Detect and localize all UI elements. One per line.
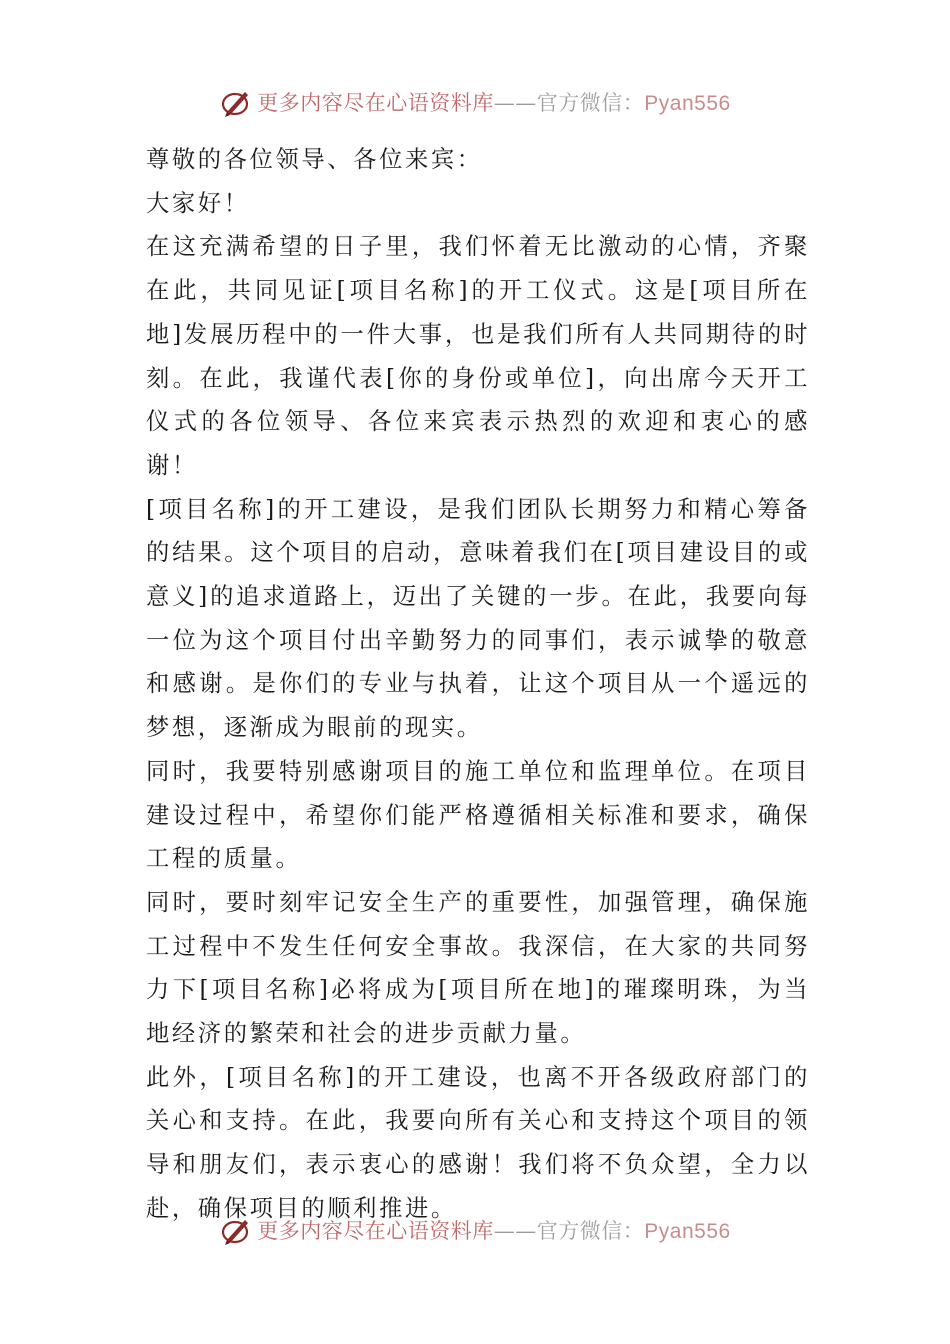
greeting: 大家好！: [146, 189, 250, 217]
paragraph: 同时，要时刻牢记安全生产的重要性，加强管理，确保施工过程中不发生任何安全事故。我深信，在大家的共同努力下[项目名称]必将成为[项目所在地]的璀璨明珠，为当地经济的繁荣和社会的进步贡献力量。: [146, 888, 810, 1048]
paragraph: 在这充满希望的日子里，我们怀着无比激动的心情，齐聚在此，共同见证[项目名称]的开工仪式。这是[项目所在地]发展历程中的一件大事，也是我们所有人共同期待的时刻。在此，我谨代表[你的身份或单位]，向出席今天开工仪式的各位领导、各位来宾表示热烈的欢迎和衷心的感谢！: [146, 233, 810, 479]
watermark-wechat-label: 官方微信：: [536, 91, 645, 115]
paragraph: 同时，我要特别感谢项目的施工单位和监理单位。在项目建设过程中，希望你们能严格遵循相关标准和要求，确保工程的质量。: [146, 757, 810, 873]
watermark-text: [257, 1215, 730, 1245]
paragraph: [项目名称]的开工建设，是我们团队长期努力和精心筹备的结果。这个项目的启动，意味着我们在[项目建设目的或意义]的追求道路上，迈出了关键的一步。在此，我要向每一位为这个项目付出辛勤努力的同事们，表示诚挚的敬意和感谢。是你们的专业与执着，让这个项目从一个遥远的梦想，逐渐成为眼前的现实。: [146, 495, 810, 742]
watermark-text: [257, 87, 730, 117]
paragraph: 此外，[项目名称]的开工建设，也离不开各级政府部门的关心和支持。在此，我要向所有关心和支持这个项目的领导和朋友们，表示衷心的感谢！我们将不负众望，全力以赴，确保项目的顺利推进。: [146, 1063, 810, 1222]
footer-watermark: [0, 1210, 950, 1250]
watermark-brand: 更多内容尽在心语资料库: [257, 91, 494, 115]
salutation: 尊敬的各位领导、各位来宾：: [146, 146, 483, 173]
document-body: [146, 138, 810, 1231]
header-watermark: [0, 82, 950, 122]
pen-logo-icon: [219, 1213, 253, 1247]
watermark-wechat-id: Pyan556: [644, 1220, 731, 1243]
watermark-separator: ——: [493, 91, 537, 115]
watermark-separator: ——: [493, 1219, 537, 1243]
watermark-wechat-label: 官方微信：: [536, 1219, 645, 1243]
pen-logo-icon: [219, 85, 253, 119]
watermark-brand: 更多内容尽在心语资料库: [257, 1219, 494, 1243]
watermark-wechat-id: Pyan556: [644, 92, 731, 115]
